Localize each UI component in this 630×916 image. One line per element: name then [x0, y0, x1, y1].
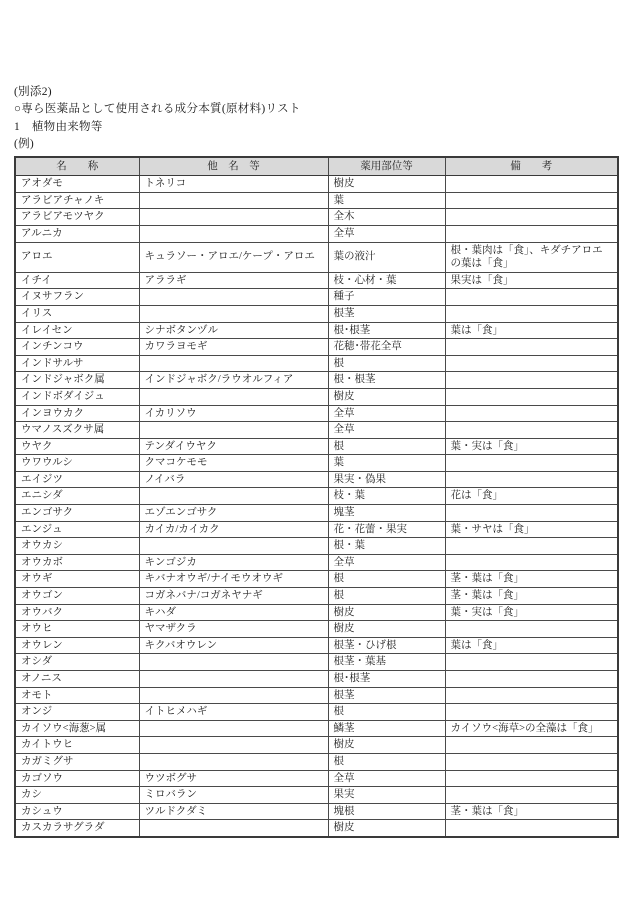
table-row	[15, 687, 618, 704]
table-row	[15, 737, 618, 754]
cell-other	[139, 820, 328, 837]
cell-name: イリス	[15, 305, 139, 322]
cell-name: オンジ	[15, 704, 139, 721]
cell-note: 葉・実は「食」	[445, 438, 618, 455]
table-row	[15, 422, 618, 439]
cell-name: ウマノスズクサ属	[15, 422, 139, 439]
cell-other: カワラヨモギ	[139, 339, 328, 356]
cell-part: 葉の液汁	[328, 242, 445, 272]
cell-part: 果実・偽果	[328, 471, 445, 488]
cell-other	[139, 305, 328, 322]
table-row	[15, 820, 618, 837]
cell-name: イレイセン	[15, 322, 139, 339]
cell-other	[139, 753, 328, 770]
table-row	[15, 355, 618, 372]
table-row	[15, 322, 618, 339]
cell-part: 全草	[328, 770, 445, 787]
cell-other: カイカ/カイカク	[139, 521, 328, 538]
cell-name: イヌサフラン	[15, 289, 139, 306]
cell-note: 葉は「食」	[445, 322, 618, 339]
cell-note	[445, 687, 618, 704]
cell-note	[445, 355, 618, 372]
cell-name: エンゴサク	[15, 505, 139, 522]
cell-name: オウゴン	[15, 588, 139, 605]
cell-note	[445, 422, 618, 439]
cell-other	[139, 538, 328, 555]
cell-name: カイトウヒ	[15, 737, 139, 754]
table-row	[15, 488, 618, 505]
table-row	[15, 225, 618, 242]
cell-other: エゾエンゴサク	[139, 505, 328, 522]
cell-name: オウカシ	[15, 538, 139, 555]
cell-other: キハダ	[139, 604, 328, 621]
cell-other: テンダイウヤク	[139, 438, 328, 455]
cell-note	[445, 405, 618, 422]
cell-name: インドボダイジュ	[15, 388, 139, 405]
header-row	[15, 157, 618, 176]
cell-name: オウヒ	[15, 621, 139, 638]
cell-part: 花穂･帯花全草	[328, 339, 445, 356]
table-row	[15, 305, 618, 322]
cell-other	[139, 720, 328, 737]
cell-note: 葉・サヤは「食」	[445, 521, 618, 538]
cell-part: 根･根茎	[328, 322, 445, 339]
table-row	[15, 521, 618, 538]
cell-note	[445, 455, 618, 472]
cell-note: 果実は「食」	[445, 272, 618, 289]
cell-note: カイソウ<海草>の全藻は「食」	[445, 720, 618, 737]
cell-note	[445, 289, 618, 306]
cell-name: オウバク	[15, 604, 139, 621]
cell-note	[445, 225, 618, 242]
section-heading: 1 植物由来物等	[14, 120, 103, 133]
table-row	[15, 803, 618, 820]
cell-note	[445, 176, 618, 193]
cell-part: 樹皮	[328, 388, 445, 405]
cell-part: 花・花蕾・果実	[328, 521, 445, 538]
cell-other: イカリソウ	[139, 405, 328, 422]
column-header-other: 他 名 等	[139, 157, 328, 176]
table-row	[15, 538, 618, 555]
cell-part: 根・根茎	[328, 372, 445, 389]
cell-other: シナボタンヅル	[139, 322, 328, 339]
cell-name: アラビアチャノキ	[15, 192, 139, 209]
table-row	[15, 272, 618, 289]
cell-part: 根	[328, 438, 445, 455]
cell-part: 根	[328, 753, 445, 770]
cell-part: 根茎	[328, 687, 445, 704]
table-row	[15, 704, 618, 721]
cell-part: 葉	[328, 455, 445, 472]
cell-name: エイジツ	[15, 471, 139, 488]
cell-other	[139, 687, 328, 704]
table-row	[15, 438, 618, 455]
cell-note	[445, 770, 618, 787]
table-row	[15, 242, 618, 272]
cell-part: 葉	[328, 192, 445, 209]
column-header-part: 薬用部位等	[328, 157, 445, 176]
cell-other: ヤマザクラ	[139, 621, 328, 638]
table-row	[15, 621, 618, 638]
cell-other	[139, 422, 328, 439]
table-row	[15, 192, 618, 209]
table-row	[15, 176, 618, 193]
cell-part: 樹皮	[328, 604, 445, 621]
table-row	[15, 720, 618, 737]
cell-name: インチンコウ	[15, 339, 139, 356]
cell-part: 果実	[328, 787, 445, 804]
cell-part: 樹皮	[328, 820, 445, 837]
cell-other: キバナオウギ/ナイモウオウギ	[139, 571, 328, 588]
cell-name: アロエ	[15, 242, 139, 272]
cell-note	[445, 505, 618, 522]
cell-note	[445, 305, 618, 322]
cell-part: 根・葉	[328, 538, 445, 555]
cell-name: インドサルサ	[15, 355, 139, 372]
table-row	[15, 637, 618, 654]
cell-note: 茎・葉は「食」	[445, 588, 618, 605]
cell-name: カスカラサグラダ	[15, 820, 139, 837]
cell-name: オウレン	[15, 637, 139, 654]
cell-other	[139, 388, 328, 405]
cell-name: オウギ	[15, 571, 139, 588]
cell-name: オモト	[15, 687, 139, 704]
cell-note	[445, 753, 618, 770]
table-row	[15, 372, 618, 389]
cell-name: エニシダ	[15, 488, 139, 505]
cell-other: ウツボグサ	[139, 770, 328, 787]
cell-note	[445, 671, 618, 688]
cell-note: 茎・葉は「食」	[445, 571, 618, 588]
cell-note	[445, 654, 618, 671]
cell-other: コガネバナ/コガネヤナギ	[139, 588, 328, 605]
cell-part: 根茎・葉基	[328, 654, 445, 671]
cell-note	[445, 737, 618, 754]
table-row	[15, 339, 618, 356]
cell-name: カガミグサ	[15, 753, 139, 770]
table-body	[15, 176, 618, 837]
cell-other	[139, 225, 328, 242]
cell-other	[139, 289, 328, 306]
cell-other: ツルドクダミ	[139, 803, 328, 820]
cell-part: 樹皮	[328, 176, 445, 193]
cell-other: ノイバラ	[139, 471, 328, 488]
cell-note	[445, 704, 618, 721]
table-row	[15, 571, 618, 588]
table-row	[15, 289, 618, 306]
table-row	[15, 471, 618, 488]
cell-other	[139, 737, 328, 754]
cell-part: 根茎	[328, 305, 445, 322]
cell-part: 根	[328, 355, 445, 372]
table-row	[15, 753, 618, 770]
table-row	[15, 654, 618, 671]
substance-table	[14, 156, 619, 838]
cell-other: キクバオウレン	[139, 637, 328, 654]
cell-note	[445, 471, 618, 488]
cell-note	[445, 820, 618, 837]
cell-other: ミロバラン	[139, 787, 328, 804]
cell-note	[445, 192, 618, 209]
cell-note: 根・葉肉は「食」、キダチアロエの葉は「食」	[445, 242, 618, 272]
table-row	[15, 554, 618, 571]
cell-part: 全草	[328, 422, 445, 439]
cell-note	[445, 621, 618, 638]
cell-note	[445, 372, 618, 389]
cell-note	[445, 209, 618, 226]
cell-other: イトヒメハギ	[139, 704, 328, 721]
cell-name: インドジャボク属	[15, 372, 139, 389]
table-row	[15, 770, 618, 787]
table-row	[15, 505, 618, 522]
example-label: (例)	[14, 137, 35, 150]
cell-part: 樹皮	[328, 621, 445, 638]
table-row	[15, 604, 618, 621]
cell-note: 花は「食」	[445, 488, 618, 505]
table-header	[15, 157, 618, 176]
cell-part: 根	[328, 588, 445, 605]
cell-note: 茎・葉は「食」	[445, 803, 618, 820]
cell-note	[445, 388, 618, 405]
table-row	[15, 209, 618, 226]
cell-part: 根茎・ひげ根	[328, 637, 445, 654]
cell-other	[139, 355, 328, 372]
cell-part: 種子	[328, 289, 445, 306]
cell-part: 根･根茎	[328, 671, 445, 688]
cell-note	[445, 339, 618, 356]
table-row	[15, 455, 618, 472]
cell-name: カシュウ	[15, 803, 139, 820]
cell-part: 全木	[328, 209, 445, 226]
cell-other: キュラソー・アロエ/ケープ・アロエ	[139, 242, 328, 272]
cell-name: カゴソウ	[15, 770, 139, 787]
table-row	[15, 588, 618, 605]
cell-name: インヨウカク	[15, 405, 139, 422]
cell-part: 樹皮	[328, 737, 445, 754]
cell-part: 根	[328, 704, 445, 721]
cell-other: インドジャボク/ラウオルフィア	[139, 372, 328, 389]
table-row	[15, 671, 618, 688]
cell-name: ウワウルシ	[15, 455, 139, 472]
cell-name: エンジュ	[15, 521, 139, 538]
cell-part: 全草	[328, 225, 445, 242]
cell-name: アオダモ	[15, 176, 139, 193]
cell-part: 枝・心材・葉	[328, 272, 445, 289]
cell-other	[139, 209, 328, 226]
cell-note	[445, 538, 618, 555]
cell-other	[139, 488, 328, 505]
cell-name: アルニカ	[15, 225, 139, 242]
cell-part: 枝・葉	[328, 488, 445, 505]
cell-note: 葉・実は「食」	[445, 604, 618, 621]
cell-other	[139, 654, 328, 671]
cell-name: イチイ	[15, 272, 139, 289]
cell-note: 葉は「食」	[445, 637, 618, 654]
cell-name: ウヤク	[15, 438, 139, 455]
cell-part: 塊茎	[328, 505, 445, 522]
cell-part: 鱗茎	[328, 720, 445, 737]
cell-name: オシダ	[15, 654, 139, 671]
cell-other	[139, 192, 328, 209]
column-header-note: 備 考	[445, 157, 618, 176]
cell-part: 全草	[328, 554, 445, 571]
cell-part: 全草	[328, 405, 445, 422]
column-header-name: 名 称	[15, 157, 139, 176]
table-row	[15, 787, 618, 804]
cell-other: トネリコ	[139, 176, 328, 193]
table-row	[15, 405, 618, 422]
cell-note	[445, 554, 618, 571]
cell-other	[139, 671, 328, 688]
cell-note	[445, 787, 618, 804]
document-title: ○専ら医薬品として使用される成分本質(原材料)リスト	[14, 103, 301, 116]
annex-label: (別添2)	[14, 86, 52, 98]
cell-name: オノニス	[15, 671, 139, 688]
cell-name: オウカボ	[15, 554, 139, 571]
cell-part: 根	[328, 571, 445, 588]
cell-other: アララギ	[139, 272, 328, 289]
cell-other: キンゴジカ	[139, 554, 328, 571]
cell-name: カシ	[15, 787, 139, 804]
cell-name: アラビアモツヤク	[15, 209, 139, 226]
cell-other: クマコケモモ	[139, 455, 328, 472]
cell-part: 塊根	[328, 803, 445, 820]
table-row	[15, 388, 618, 405]
cell-name: カイソウ<海葱>属	[15, 720, 139, 737]
